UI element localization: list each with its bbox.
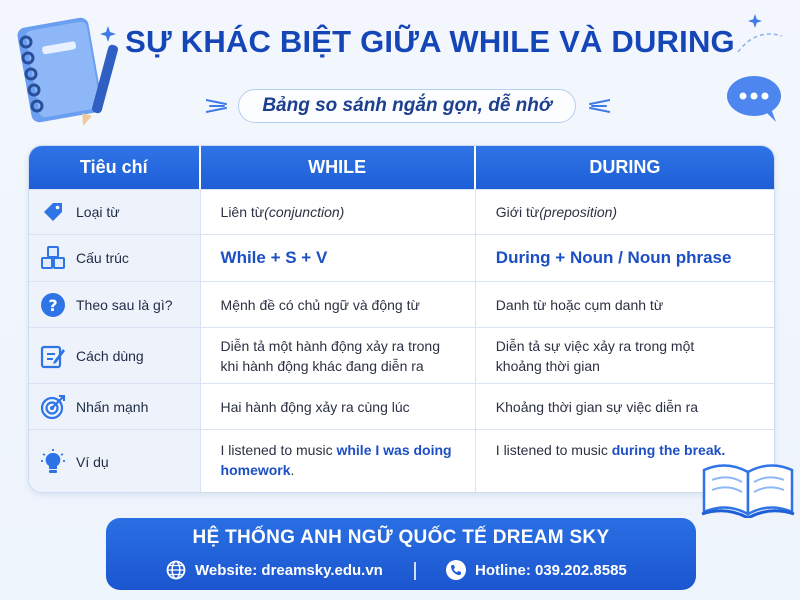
during-cell: During + Noun / Noun phrase — [495, 248, 732, 267]
while-cell: Hai hành động xảy ra cùng lúc — [201, 384, 476, 429]
during-cell: Giới từ (preposition) — [495, 204, 618, 220]
subtitle-pill — [238, 89, 576, 123]
table-row — [29, 327, 774, 383]
website-link[interactable]: Website: dreamsky.edu.vn — [166, 560, 383, 580]
criteria-cell: Nhấn mạnh — [29, 384, 201, 429]
during-cell: Khoảng thời gian sự việc diễn ra — [495, 398, 699, 415]
criteria-cell: Loại từ — [29, 190, 201, 234]
header-while: WHILE — [201, 146, 476, 189]
accent-lines-icon — [206, 98, 228, 114]
footer-separator — [414, 562, 416, 580]
during-cell: I listened to music during the break. — [495, 442, 726, 458]
svg-text:?: ? — [48, 295, 58, 315]
phone-icon — [446, 560, 466, 580]
accent-lines-icon — [588, 98, 610, 114]
comparison-table — [28, 145, 775, 493]
while-cell: Mệnh đề có chủ ngữ và động từ — [201, 282, 476, 327]
criteria-cell: Ví dụ — [29, 430, 201, 493]
open-book-icon — [700, 446, 796, 518]
during-cell: Danh từ hoặc cụm danh từ — [495, 296, 664, 313]
table-row — [29, 383, 774, 429]
header-criteria: Tiêu chí — [29, 146, 201, 189]
while-cell: While + S + V — [201, 235, 476, 281]
during-cell: Diễn tả sự việc xảy ra trong một khoảng thời gian — [495, 337, 695, 374]
criteria-cell: ? Theo sau là gì? — [29, 282, 201, 327]
subtitle: Bảng so sánh ngắn gọn, dễ nhớ — [262, 95, 552, 116]
criteria-cell: Cấu trúc — [29, 235, 201, 281]
question-icon — [39, 291, 67, 319]
footer-banner — [106, 518, 696, 590]
chat-bubble-icon — [724, 74, 784, 124]
page-title: SỰ KHÁC BIỆT GIỮA WHILE VÀ DURING — [125, 24, 735, 59]
tag-icon — [39, 198, 67, 226]
lightbulb-icon — [39, 448, 67, 476]
while-cell: Liên từ (conjunction) — [201, 190, 476, 234]
edit-icon — [39, 342, 67, 370]
header-during: DURING — [589, 157, 661, 177]
table-row — [29, 281, 774, 327]
target-icon — [39, 393, 67, 421]
table-header — [29, 146, 774, 189]
cubes-icon — [39, 244, 67, 272]
globe-icon — [166, 560, 186, 580]
table-row — [29, 234, 774, 281]
while-cell: Diễn tả một hành động xảy ra trong khi hành động khác đang diễn ra — [201, 328, 476, 383]
while-cell: I listened to music while I was doing homework. — [201, 430, 476, 493]
criteria-cell: Cách dùng — [29, 328, 201, 383]
table-row — [29, 189, 774, 234]
table-row — [29, 429, 774, 493]
footer-title: HỆ THỐNG ANH NGỮ QUỐC TẾ DREAM SKY — [192, 527, 610, 548]
hotline-link[interactable]: Hotline: 039.202.8585 — [446, 560, 627, 580]
